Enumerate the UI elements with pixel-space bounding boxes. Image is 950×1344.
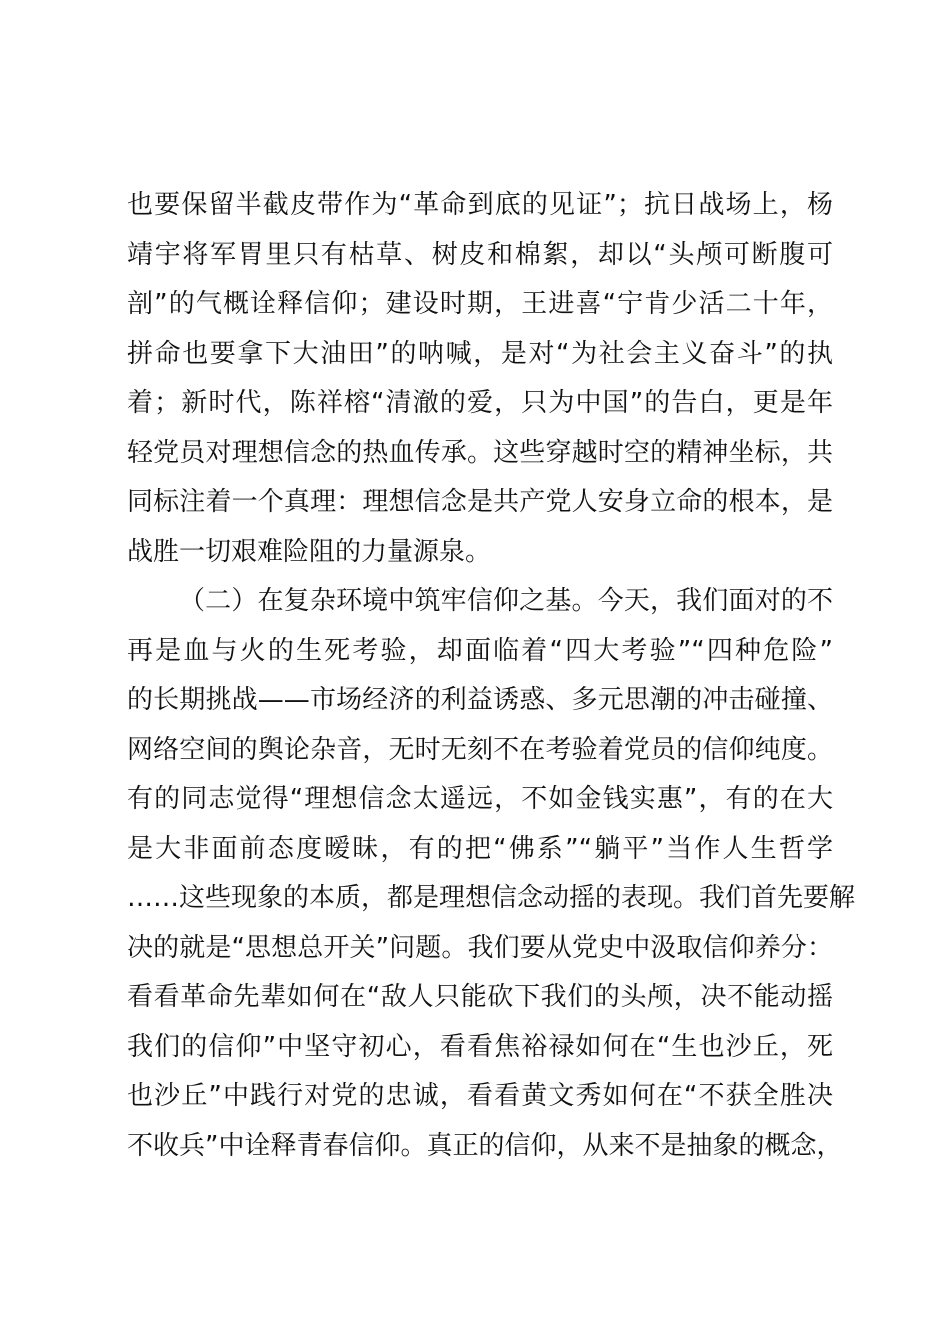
text-line: 再是血与火的生死考验，却面临着“四大考验”“四种危险” bbox=[127, 635, 833, 666]
text-line: 拼命也要拿下大油田”的呐喊，是对“为社会主义奋斗”的执 bbox=[127, 338, 833, 369]
text-line: 决的就是“思想总开关”问题。我们要从党史中汲取信仰养分： bbox=[127, 932, 833, 963]
text-line: 有的同志觉得“理想信念太遥远，不如金钱实惠”，有的在大 bbox=[127, 784, 833, 814]
text-line: 也沙丘”中践行对党的忠诚，看看黄文秀如何在“不获全胜决 bbox=[127, 1081, 833, 1111]
text-line: 剖”的气概诠释信仰；建设时期，王进喜“宁肯少活二十年， bbox=[127, 289, 833, 319]
text-line: 我们的信仰”中坚守初心，看看焦裕禄如何在“生也沙丘，死 bbox=[127, 1031, 833, 1062]
text-line: 不收兵”中诠释青春信仰。真正的信仰，从来不是抽象的概念， bbox=[127, 1130, 843, 1161]
text-line: 轻党员对理想信念的热血传承。这些穿越时空的精神坐标，共 bbox=[127, 437, 833, 468]
paragraph-1 bbox=[127, 181, 833, 577]
text-line: 同标注着一个真理：理想信念是共产党人安身立命的根本，是 bbox=[127, 487, 833, 517]
text-line-last: 战胜一切艰难险阻的力量源泉。 bbox=[127, 536, 492, 567]
text-line: 着；新时代，陈祥榕“清澈的爱，只为中国”的告白，更是年 bbox=[127, 388, 833, 418]
text-line: 是大非面前态度暧昧，有的把“佛系”“躺平”当作人生哲学 bbox=[127, 833, 833, 864]
section-heading-line: （二）在复杂环境中筑牢信仰之基。今天，我们面对的不 bbox=[179, 586, 833, 616]
document-body bbox=[127, 181, 856, 1171]
text-line: 网络空间的舆论杂音，无时无刻不在考验着党员的信仰纯度。 bbox=[127, 734, 833, 765]
text-line: 的长期挑战——市场经济的利益诱惑、多元思潮的冲击碰撞、 bbox=[127, 685, 833, 715]
text-line: 看看革命先辈如何在“敌人只能砍下我们的头颅，决不能动摇 bbox=[127, 982, 833, 1012]
text-line: ……这些现象的本质，都是理想信念动摇的表现。我们首先要解 bbox=[127, 883, 856, 913]
paragraph-2 bbox=[127, 577, 856, 1171]
text-line: 靖宇将军胃里只有枯草、树皮和棉絮，却以“头颅可断腹可 bbox=[127, 239, 833, 270]
text-line: 也要保留半截皮带作为“革命到底的见证”；抗日战场上，杨 bbox=[127, 190, 833, 220]
